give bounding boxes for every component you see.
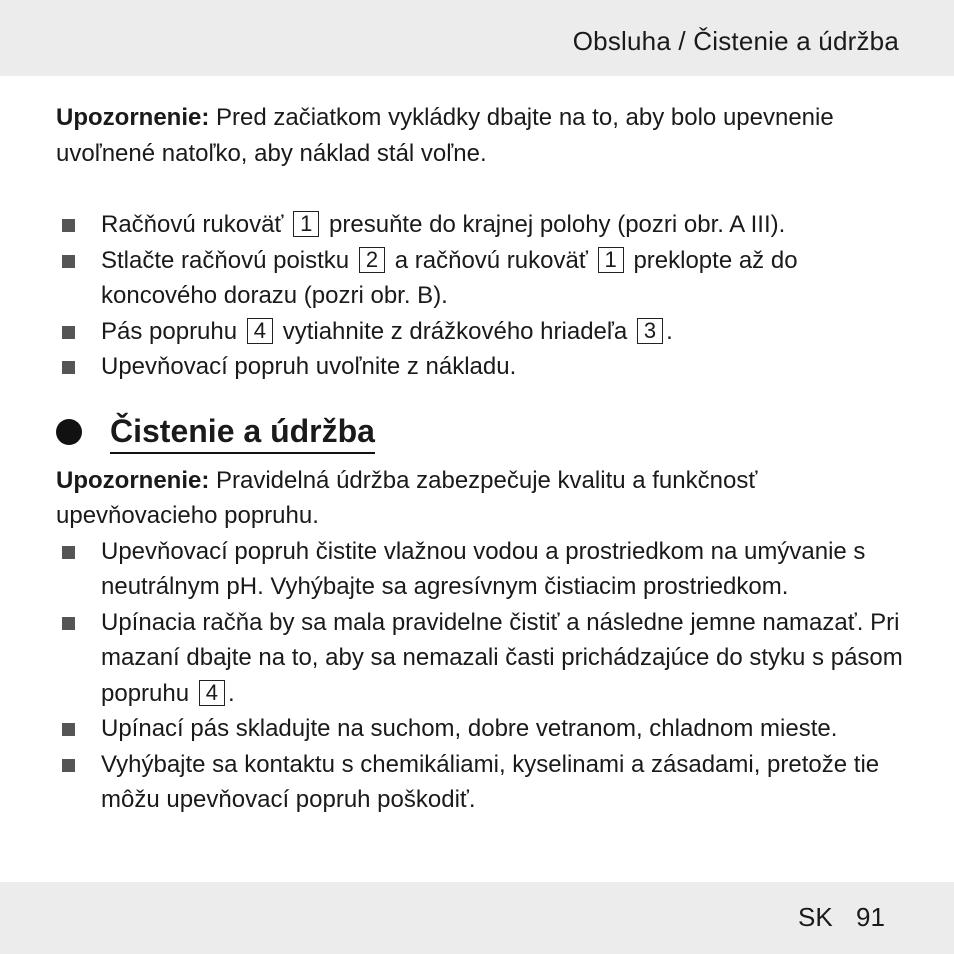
unloading-steps — [56, 207, 916, 385]
list-item: Vyhýbajte sa kontaktu s chemikáliami, kyselinami a zásadami, pretože tie môžu upevňovací popruh poškodiť. — [56, 747, 916, 818]
page-header — [0, 0, 954, 76]
square-bullet-icon — [62, 617, 75, 630]
part-ref: 2 — [359, 247, 385, 273]
list-item: Upevňovací popruh uvoľnite z nákladu. — [56, 349, 916, 385]
list-item: Upevňovací popruh čistite vlažnou vodou a prostriedkom na umývanie s neutrálnym pH. Vyhýbajte sa agresívnym čistiacim prostriedkom. — [56, 534, 916, 605]
section-heading — [56, 411, 916, 455]
part-ref: 4 — [199, 680, 225, 706]
list-item: Upínací pás skladujte na suchom, dobre vetranom, chladnom mieste. — [56, 711, 916, 747]
list-item: Račňovú rukoväť 1 presuňte do krajnej polohy (pozri obr. A III). — [56, 207, 916, 243]
note-label: Upozornenie: — [56, 466, 210, 494]
square-bullet-icon — [62, 723, 75, 736]
note-unloading — [56, 100, 916, 171]
language-code: SK — [798, 902, 833, 932]
square-bullet-icon — [62, 759, 75, 772]
note-maintenance — [56, 463, 916, 534]
part-ref: 4 — [247, 318, 273, 344]
square-bullet-icon — [62, 219, 75, 232]
square-bullet-icon — [62, 255, 75, 268]
part-ref: 1 — [598, 247, 624, 273]
list-item: Pás popruhu 4 vytiahnite z drážkového hriadeľa 3 . — [56, 314, 916, 350]
page-content — [56, 100, 916, 818]
section-dot-icon — [56, 419, 82, 445]
part-ref: 3 — [637, 318, 663, 344]
page-footer — [0, 882, 954, 954]
page-number: 91 — [856, 902, 885, 932]
square-bullet-icon — [62, 361, 75, 374]
list-item: Stlačte račňovú poistku 2 a račňovú rukoväť 1 preklopte až do koncového dorazu (pozri obr. B). — [56, 243, 916, 314]
note-text: Pred začiatkom vykládky dbajte na to, aby bolo upevnenie uvoľnené natoľko, aby náklad stál voľne. — [56, 104, 834, 167]
note-text: Pravidelná údržba zabezpečuje kvalitu a funkčnosť upevňovacieho popruhu. — [56, 466, 758, 529]
part-ref: 1 — [293, 211, 319, 237]
header-title: Obsluha / Čistenie a údržba — [572, 26, 899, 56]
care-steps — [56, 534, 916, 818]
square-bullet-icon — [62, 326, 75, 339]
section-title: Čistenie a údržba — [110, 411, 375, 454]
square-bullet-icon — [62, 546, 75, 559]
list-item: Upínacia račňa by sa mala pravidelne čistiť a následne jemne namazať. Pri mazaní dbajte na to, aby sa nemazali časti prichádzajúce do styku s pásom popruhu 4 . — [56, 605, 916, 712]
note-label: Upozornenie: — [56, 104, 210, 131]
